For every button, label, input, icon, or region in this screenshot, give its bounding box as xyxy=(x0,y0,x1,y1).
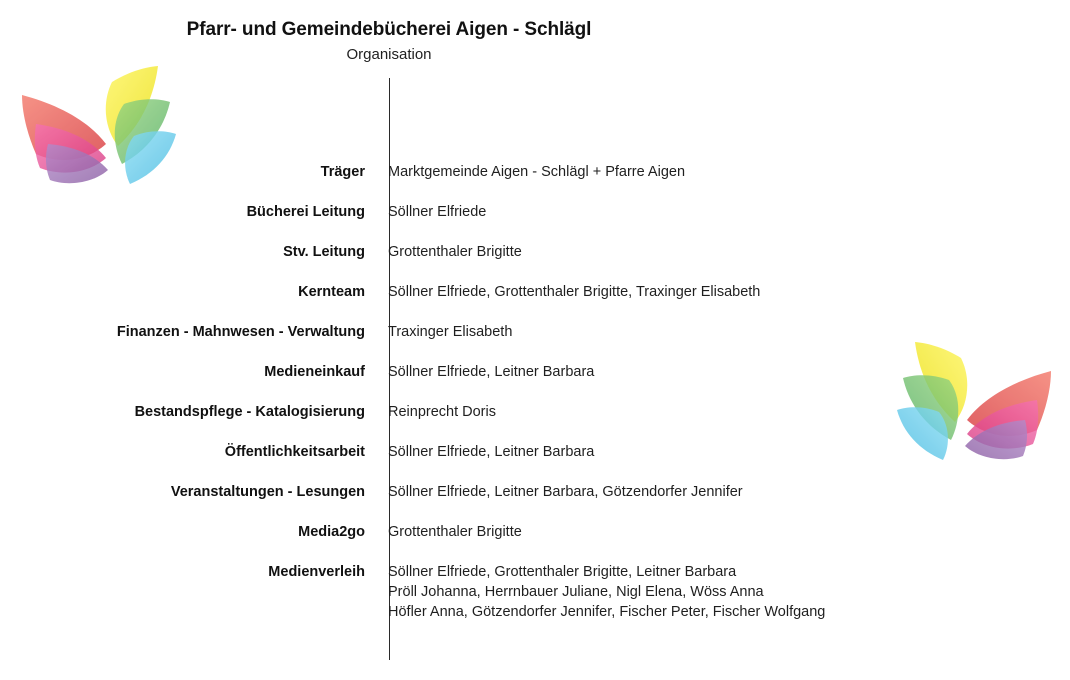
table-row xyxy=(0,202,1070,242)
page-subtitle: Organisation xyxy=(346,46,432,63)
table-row xyxy=(0,562,1070,622)
page-header xyxy=(0,18,778,65)
row-value-line: Traxinger Elisabeth xyxy=(388,324,513,340)
organisation-table xyxy=(0,162,1070,622)
row-value xyxy=(375,322,512,342)
row-value xyxy=(375,562,825,622)
row-value-line: Höfler Anna, Götzendorfer Jennifer, Fischer Peter, Fischer Wolfgang xyxy=(388,604,826,620)
row-label: Medienverleih xyxy=(268,564,365,580)
row-label: Öffentlichkeitsarbeit xyxy=(224,444,365,460)
row-label: Veranstaltungen - Lesungen xyxy=(170,484,365,500)
row-value-line: Grottenthaler Brigitte xyxy=(388,244,522,260)
table-row xyxy=(0,322,1070,362)
row-value xyxy=(375,162,685,182)
row-value-line: Söllner Elfriede, Grottenthaler Brigitte, Traxinger Elisabeth xyxy=(388,284,761,300)
row-value xyxy=(375,402,496,422)
table-row xyxy=(0,522,1070,562)
row-label: Kernteam xyxy=(298,284,365,300)
row-value-line: Reinprecht Doris xyxy=(388,404,496,420)
row-value-line: Pröll Johanna, Herrnbauer Juliane, Nigl Elena, Wöss Anna xyxy=(388,584,764,600)
row-value xyxy=(375,202,486,222)
row-label: Stv. Leitung xyxy=(283,244,365,260)
row-value xyxy=(375,442,594,462)
row-label: Media2go xyxy=(298,524,365,540)
row-value-line: Söllner Elfriede, Leitner Barbara xyxy=(388,444,595,460)
row-value-line: Söllner Elfriede xyxy=(388,204,487,220)
row-value xyxy=(375,282,760,302)
row-label: Bestandspflege - Katalogisierung xyxy=(134,404,365,420)
row-value xyxy=(375,522,522,542)
row-label: Finanzen - Mahnwesen - Verwaltung xyxy=(116,324,365,340)
table-row xyxy=(0,402,1070,442)
row-value xyxy=(375,362,594,382)
row-value-line: Söllner Elfriede, Leitner Barbara xyxy=(388,364,595,380)
row-label: Medieneinkauf xyxy=(264,364,365,380)
row-label: Träger xyxy=(320,164,365,180)
table-row xyxy=(0,362,1070,402)
row-value-line: Söllner Elfriede, Leitner Barbara, Götzendorfer Jennifer xyxy=(388,484,743,500)
table-row xyxy=(0,282,1070,322)
row-value-line: Söllner Elfriede, Grottenthaler Brigitte, Leitner Barbara xyxy=(388,564,737,580)
table-row xyxy=(0,162,1070,202)
table-row xyxy=(0,442,1070,482)
table-row xyxy=(0,242,1070,282)
row-label: Bücherei Leitung xyxy=(246,204,365,220)
row-value xyxy=(375,482,743,502)
row-value xyxy=(375,242,522,262)
table-row xyxy=(0,482,1070,522)
row-value-line: Grottenthaler Brigitte xyxy=(388,524,522,540)
page-title: Pfarr- und Gemeindebücherei Aigen - Schlägl xyxy=(186,19,592,40)
row-value-line: Marktgemeinde Aigen - Schlägl + Pfarre Aigen xyxy=(388,164,686,180)
